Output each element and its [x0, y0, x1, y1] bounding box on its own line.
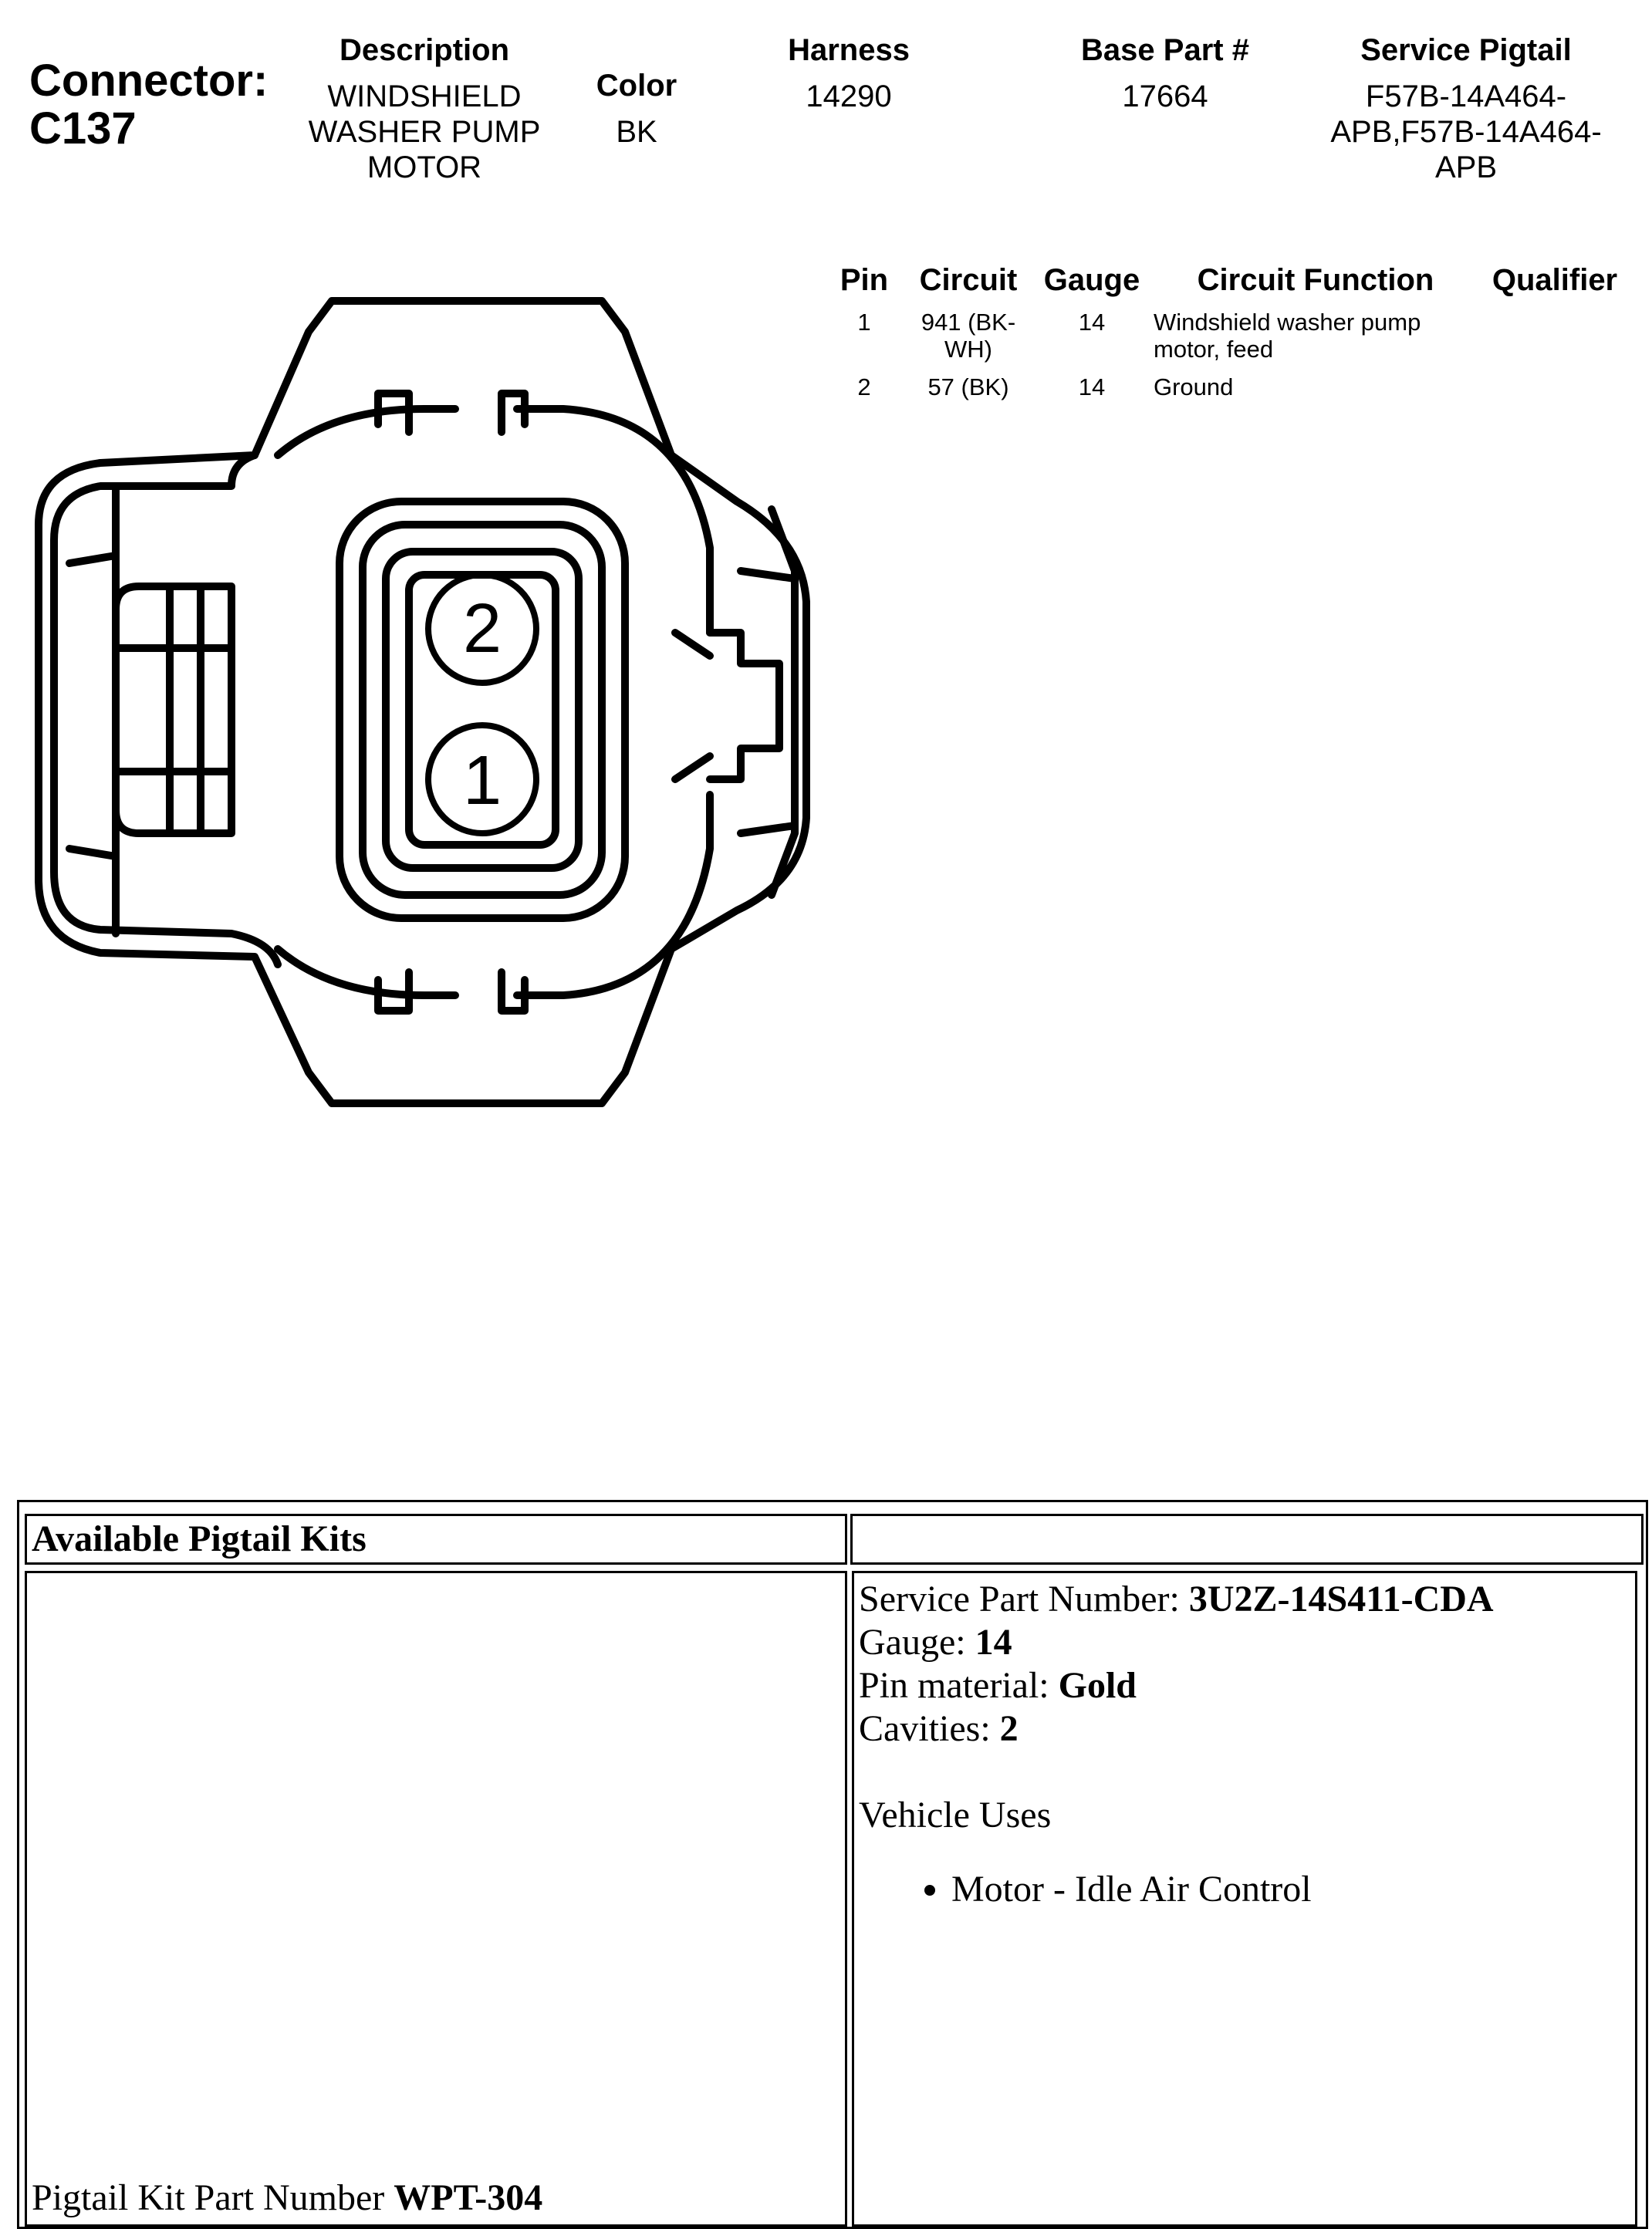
harness-value: 14290	[806, 79, 892, 113]
pin-gauge: 14	[1078, 373, 1106, 400]
kit-number: WPT-304	[394, 2177, 543, 2218]
pin-number: 1	[857, 309, 871, 336]
pin-material-line	[859, 1664, 1630, 1707]
gauge-header: Gauge	[1043, 263, 1140, 297]
pigtail-title-cell-right	[850, 1514, 1644, 1565]
base-part-value: 17664	[1122, 79, 1208, 113]
circuit-header: Circuit	[919, 263, 1018, 297]
color-value: BK	[616, 115, 657, 149]
pigtail-kit-cell	[25, 1571, 847, 2227]
list-item: • Motor - Idle Air Control	[951, 1868, 1630, 1911]
gauge-value: 14	[975, 1622, 1012, 1663]
pin-1-label: 1	[462, 742, 502, 819]
harness-header: Harness	[788, 33, 910, 67]
pin-gauge: 14	[1078, 309, 1106, 336]
service-part-label: Service Part Number:	[859, 1579, 1180, 1619]
pigtail-details	[859, 1578, 1630, 1911]
circuit-function-header: Circuit Function	[1197, 263, 1434, 297]
service-pigtail-value: F57B-14A464- APB,F57B-14A464- APB	[1330, 79, 1602, 184]
gauge-label: Gauge:	[859, 1622, 966, 1663]
gauge-line	[859, 1621, 1630, 1664]
pigtail-section-title: Available Pigtail Kits	[32, 1518, 367, 1559]
qualifier-header: Qualifier	[1492, 263, 1618, 297]
pigtail-kit-part-number	[32, 2177, 542, 2220]
vehicle-uses-label: Vehicle Uses	[859, 1795, 1052, 1836]
cavities-label: Cavities:	[859, 1708, 991, 1749]
vehicle-uses-list	[859, 1868, 1630, 1911]
base-part-header: Base Part #	[1081, 33, 1249, 67]
outer-housing	[39, 301, 806, 1103]
pigtail-details-cell	[852, 1571, 1637, 2227]
service-part-value: 3U2Z-14S411-CDA	[1188, 1579, 1494, 1619]
pin-number: 2	[857, 373, 871, 400]
description-value: WINDSHIELD WASHER PUMP MOTOR	[308, 79, 541, 184]
pin-circuit: 57 (BK)	[927, 373, 1009, 400]
pin-header: Pin	[840, 263, 889, 297]
pigtail-title-cell	[25, 1514, 847, 1565]
cavities-line	[859, 1707, 1630, 1751]
pin-function: Windshield washer pump motor, feed	[1154, 309, 1421, 363]
pin-circuit: 941 (BK- WH)	[921, 309, 1016, 363]
service-part-line	[859, 1578, 1630, 1621]
pin-material-label: Pin material:	[859, 1665, 1049, 1706]
kit-label: Pigtail Kit Part Number	[32, 2177, 385, 2218]
cavities-value: 2	[999, 1708, 1019, 1749]
pin-material-value: Gold	[1058, 1665, 1137, 1706]
pin-2-label: 2	[462, 590, 502, 667]
connector-face-diagram	[23, 293, 818, 1111]
pin-function: Ground	[1154, 373, 1234, 400]
color-header: Color	[596, 69, 677, 103]
connector-title: Connector: C137	[29, 56, 269, 154]
description-header: Description	[339, 33, 510, 67]
service-pigtail-header: Service Pigtail	[1360, 33, 1572, 67]
